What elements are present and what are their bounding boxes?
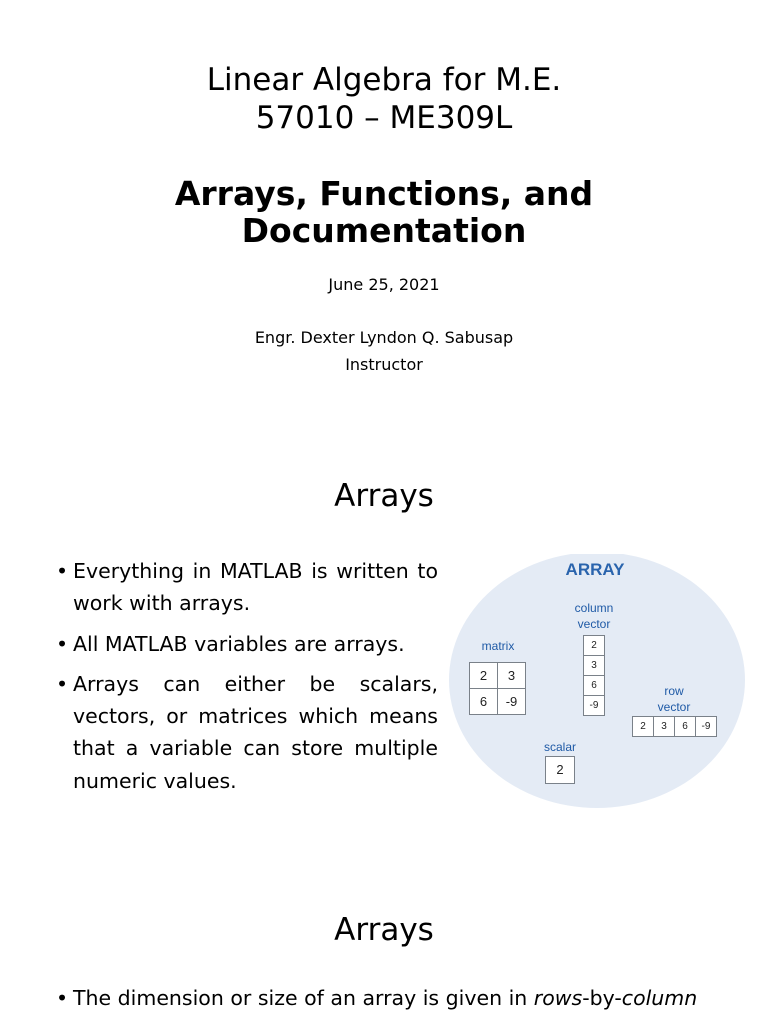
rows-term: rows	[533, 986, 583, 1010]
column-vector-label-1: column	[574, 601, 614, 615]
diagram-title: ARRAY	[565, 560, 625, 579]
instructor-role: Instructor	[345, 355, 423, 374]
row-vector-cell: 2	[632, 716, 654, 737]
course-title-line-2: 57010 – ME309L	[255, 100, 513, 136]
array-diagram	[448, 554, 748, 810]
instructor-name: Engr. Dexter Lyndon Q. Sabusap	[254, 328, 514, 347]
row-vector-cell: 3	[653, 716, 675, 737]
column-vector-cell: 2	[583, 635, 605, 656]
deck-title-line-2: Documentation	[241, 211, 527, 250]
by-term: -by-	[582, 986, 622, 1010]
scalar-cell: 2	[545, 756, 575, 784]
row-vector-cell: -9	[695, 716, 717, 737]
matrix-cell: -9	[497, 688, 526, 715]
dimension-bullet-list	[56, 986, 712, 1011]
arrays-heading-2: Arrays	[334, 912, 434, 948]
matrix-cell: 6	[469, 688, 498, 715]
deck-title-line-1: Arrays, Functions, and	[174, 174, 594, 213]
course-title-line-1: Linear Algebra for M.E.	[206, 62, 562, 98]
bullet-item: • Arrays can either be scalars, vectors, or matrices which means that a variable can store multiple numeric values.	[56, 668, 438, 797]
arrays-bullet-list	[56, 555, 438, 805]
presentation-date: June 25, 2021	[328, 275, 440, 294]
bullet-text: The dimension or size of an array is given in	[73, 986, 534, 1010]
row-vector-label-2: vector	[657, 700, 691, 714]
bullet-item	[56, 986, 712, 1011]
row-vector-label-1: row	[664, 684, 684, 698]
column-vector-cell: -9	[583, 695, 605, 716]
scalar-label: scalar	[543, 740, 576, 754]
row-vector-cell: 6	[674, 716, 696, 737]
matrix-cell: 3	[497, 662, 526, 689]
arrays-heading: Arrays	[334, 478, 434, 514]
column-vector-label-2: vector	[577, 617, 611, 631]
column-vector-cell: 3	[583, 655, 605, 676]
column-vector-cell: 6	[583, 675, 605, 696]
bullet-item: • All MATLAB variables are arrays.	[56, 628, 438, 660]
column-term: column	[621, 986, 698, 1010]
matrix-label: matrix	[481, 639, 515, 653]
matrix-cell: 2	[469, 662, 498, 689]
bullet-item: • Everything in MATLAB is written to work with arrays.	[56, 555, 438, 620]
